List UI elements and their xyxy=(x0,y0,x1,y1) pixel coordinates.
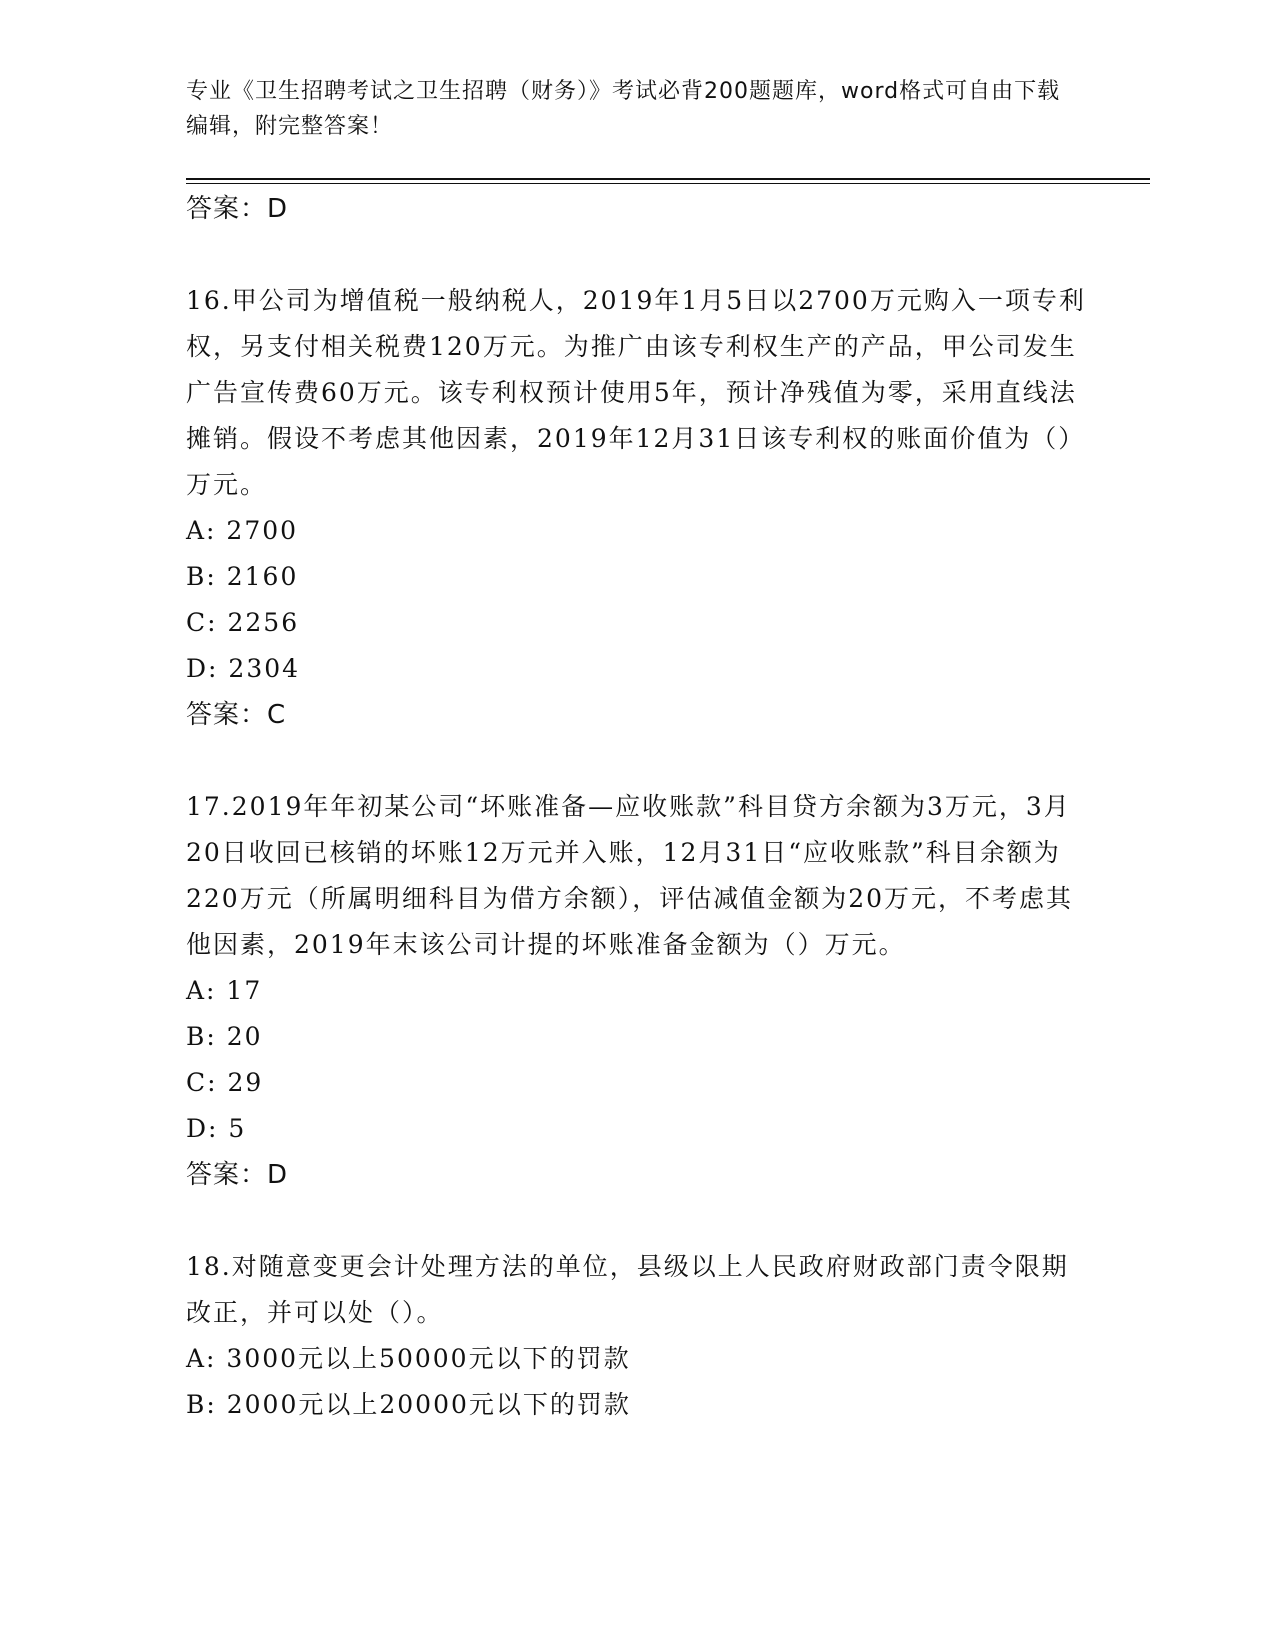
header-divider-thin xyxy=(186,183,1150,184)
question-stem: 16.甲公司为增值税一般纳税人，2019年1月5日以2700万元购入一项专利权，另支付相关税费120万元。为推广由该专利权生产的产品，甲公司发生广告宣传费60万元。该专利权预计使用5年，预计净残值为零，采用直线法摊销。假设不考虑其他因素，2019年12月31日该专利权的账面价值为（）万元。 xyxy=(186,286,1086,499)
question-stem: 17.2019年年初某公司“坏账准备—应收账款”科目贷方余额为3万元，3月20日收回已核销的坏账12万元并入账，12月31日“应收账款”科目余额为220万元（所属明细科目为借方余额），评估减值金额为20万元，不考虑其他因素，2019年末该公司计提的坏账准备金额为（）万元。 xyxy=(186,792,1074,959)
answer-line: 答案：D xyxy=(186,1160,289,1190)
question-stem: 18.对随意变更会计处理方法的单位，县级以上人民政府财政部门责令限期改正，并可以处（）。 xyxy=(186,1252,1069,1327)
question-18 xyxy=(186,1244,1086,1428)
option-d: D: 2304 xyxy=(186,654,301,683)
option-b: B: 2160 xyxy=(186,562,299,591)
document-header: 专业《卫生招聘考试之卫生招聘（财务）》考试必背200题题库，word格式可自由下载编辑，附完整答案！ xyxy=(186,79,1061,139)
option-a: A: 2700 xyxy=(186,516,299,545)
option-a: A: 3000元以上50000元以下的罚款 xyxy=(186,1344,631,1373)
option-d: D: 5 xyxy=(186,1114,247,1143)
option-c: C: 2256 xyxy=(186,608,300,637)
question-list xyxy=(186,186,1086,1428)
option-a: A: 17 xyxy=(186,976,263,1005)
answer-line: 答案：C xyxy=(186,700,287,730)
question-16 xyxy=(186,278,1086,738)
answer-line: 答案：D xyxy=(186,194,289,224)
option-c: C: 29 xyxy=(186,1068,264,1097)
question-17 xyxy=(186,784,1086,1198)
header-divider xyxy=(186,178,1150,180)
option-b: B: 2000元以上20000元以下的罚款 xyxy=(186,1390,631,1419)
option-b: B: 20 xyxy=(186,1022,263,1051)
